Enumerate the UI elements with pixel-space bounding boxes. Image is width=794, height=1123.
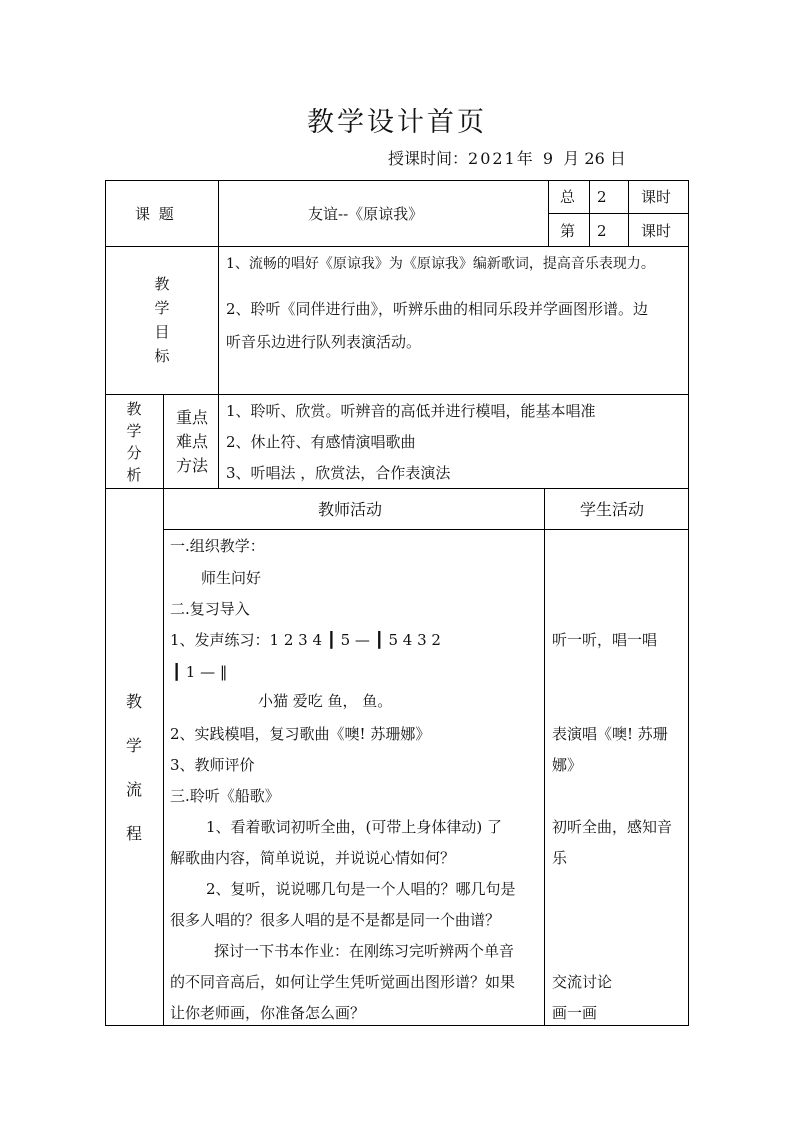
teacher-line: 探讨一下书本作业：在刚练习完听辨两个单音 — [214, 942, 515, 960]
teacher-line: 小猫 爱吃 鱼， 鱼。 — [258, 692, 393, 710]
student-line: 听一听，唱一唱 — [552, 631, 658, 649]
student-line: 乐 — [552, 849, 568, 867]
grid-line — [105, 1025, 689, 1026]
grid-line — [589, 180, 590, 246]
teacher-line: 3、教师评价 — [170, 756, 255, 774]
objective-line: 2、聆听《同伴进行曲》，听辨乐曲的相同乐段并学画图形谱。边 — [226, 300, 649, 318]
date-year-unit: 年 — [516, 149, 533, 168]
teacher-line: 的不同音高后，如何让学生凭听觉画出图形谱？如果 — [170, 973, 516, 991]
teacher-line: 1、发声练习：1 2 3 4 ┃ 5 — ┃ 5 4 3 2 — [170, 631, 441, 649]
objectives-label: 教 学 目 标 — [154, 275, 170, 365]
analysis-sub-label: 重点 难点 方法 — [175, 408, 208, 475]
grid-line — [548, 180, 549, 246]
teacher-line: 解歌曲内容，简单说说，并说说心情如何？ — [170, 849, 456, 867]
date-label: 授课时间： — [388, 149, 469, 168]
page-title: 教学设计首页 — [307, 107, 487, 138]
analysis-item: 2、休止符、有感情演唱歌曲 — [226, 433, 416, 451]
grid-line — [218, 180, 219, 488]
teacher-line: ┃ 1 — ‖ — [172, 663, 228, 681]
teacher-line: 二.复习导入 — [170, 600, 250, 618]
grid-line — [163, 394, 164, 1026]
grid-line — [105, 246, 689, 247]
total-unit: 课时 — [641, 188, 672, 206]
grid-line — [688, 180, 689, 1026]
analysis-item: 3、听唱法 ，欣赏法，合作表演法 — [226, 464, 451, 482]
teacher-line: 一.组织教学： — [170, 537, 265, 555]
grid-line — [105, 180, 689, 181]
process-label: 教 学 流 程 — [125, 692, 142, 843]
objective-line: 1、流畅的唱好《原谅我》为《原谅我》编新歌词，提高音乐表现力。 — [226, 256, 655, 272]
total-value: 2 — [597, 188, 607, 206]
total-label: 总 — [560, 188, 576, 206]
objective-line: 听音乐边进行队列表演活动。 — [226, 333, 422, 351]
nth-unit: 课时 — [641, 222, 672, 240]
grid-line — [628, 180, 629, 246]
date-month: 9 — [542, 149, 554, 168]
teacher-line: 三.聆听《船歌》 — [170, 787, 280, 805]
student-line: 表演唱《噢! 苏珊 — [552, 725, 668, 743]
date-month-unit: 月 — [563, 149, 580, 168]
teacher-line: 2、实践模唱，复习歌曲《噢! 苏珊娜》 — [170, 725, 431, 743]
course-value: 友谊--《原谅我》 — [308, 205, 424, 223]
grid-line — [105, 488, 689, 489]
teacher-line: 很多人唱的？很多人唱的是不是都是同一个曲谱？ — [170, 911, 501, 929]
grid-line — [105, 394, 689, 395]
teacher-line: 1、看着歌词初听全曲，(可带上身体律动) 了 — [206, 818, 503, 836]
lesson-date — [388, 146, 626, 169]
teacher-line: 2、复听，说说哪几句是一个人唱的？哪几句是 — [206, 880, 516, 898]
date-year: 2021 — [468, 149, 517, 168]
date-day-unit: 日 — [609, 149, 626, 168]
grid-line — [163, 529, 689, 530]
teacher-activity-header: 教师活动 — [318, 500, 383, 519]
grid-line — [548, 213, 689, 214]
teacher-line: 师生问好 — [201, 569, 262, 587]
nth-label: 第 — [560, 222, 576, 240]
date-day: 26 — [584, 149, 605, 168]
student-line: 初听全曲，感知音 — [552, 818, 673, 836]
grid-line — [105, 180, 106, 1026]
analysis-label: 教 学 分 析 — [126, 400, 142, 484]
student-activity-header: 学生活动 — [580, 500, 645, 519]
student-line: 娜》 — [552, 756, 583, 774]
objectives-content — [226, 248, 686, 359]
grid-line — [544, 488, 545, 1026]
analysis-item: 1、聆听、欣赏。听辨音的高低并进行模唱，能基本唱准 — [226, 402, 596, 420]
student-line: 交流讨论 — [552, 973, 613, 991]
student-line: 画一画 — [552, 1004, 598, 1022]
teacher-line: 让你老师画，你准备怎么画？ — [170, 1004, 366, 1022]
nth-value: 2 — [597, 222, 607, 240]
course-label: 课 题 — [135, 205, 176, 223]
